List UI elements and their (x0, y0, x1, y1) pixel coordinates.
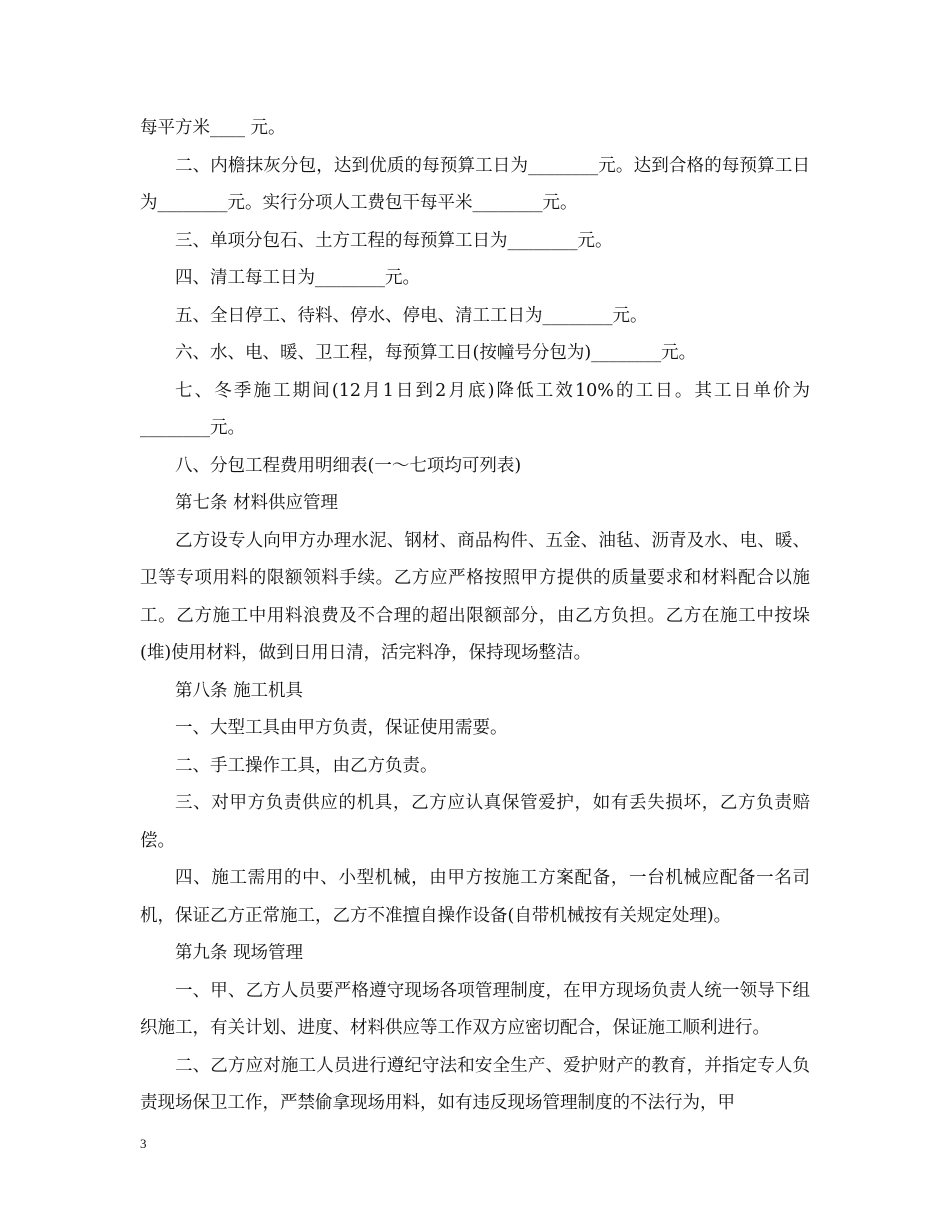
paragraph: 乙方设专人向甲方办理水泥、钢材、商品构件、五金、油毡、沥青及水、电、暖、卫等专项用料的限额领料手续。乙方应严格按照甲方提供的质量要求和材料配合以施工。乙方施工中用料浪费及不合理的超出限额部分，由乙方负担。乙方在施工中按垛(堆)使用材料，做到日用日清，活完料净，保持现场整洁。 (140, 530, 810, 663)
section-heading: 第八条 施工机具 (175, 680, 304, 701)
page-number: 3 (140, 1136, 147, 1151)
document-body (140, 110, 810, 1123)
paragraph: 四、施工需用的中、小型机械，由甲方按施工方案配备，一台机械应配备一名司机，保证乙方正常施工，乙方不准擅自操作设备(自带机械按有关规定处理)。 (140, 868, 810, 926)
paragraph: 一、甲、乙方人员要严格遵守现场各项管理制度，在甲方现场负责人统一领导下组织施工，有关计划、进度、材料供应等工作双方应密切配合，保证施工顺利进行。 (140, 980, 810, 1038)
paragraph: 每平方米____ 元。 (140, 118, 286, 138)
paragraph: 一、大型工具由甲方负责，保证使用需要。 (175, 718, 508, 738)
paragraph: 七、冬季施工期间(12月1日到2月底)降低工效10%的工日。其工日单价为________元。 (140, 380, 810, 438)
paragraph: 四、清工每工日为________元。 (175, 268, 420, 288)
section-heading: 第九条 现场管理 (175, 943, 304, 963)
paragraph: 二、乙方应对施工人员进行遵纪守法和安全生产、爱护财产的教育，并指定专人负责现场保卫工作，严禁偷拿现场用料，如有违反现场管理制度的不法行为，甲 (140, 1055, 810, 1113)
paragraph: 三、单项分包石、土方工程的每预算工日为________元。 (175, 230, 613, 251)
paragraph: 三、对甲方负责供应的机具，乙方应认真保管爱护，如有丢失损坏，乙方负责赔偿。 (140, 793, 810, 851)
paragraph: 五、全日停工、待料、停水、停电、清工工日为________元。 (175, 305, 648, 326)
paragraph: 二、内檐抹灰分包，达到优质的每预算工日为________元。达到合格的每预算工日为________元。实行分项人工费包干每平米________元。 (140, 155, 810, 213)
paragraph: 六、水、电、暖、卫工程，每预算工日(按幢号分包为)________元。 (175, 343, 697, 363)
section-heading: 第七条 材料供应管理 (175, 493, 339, 513)
paragraph: 二、手工操作工具，由乙方负责。 (175, 755, 438, 776)
paragraph: 八、分包工程费用明细表(一～七项均可列表) (175, 455, 522, 476)
